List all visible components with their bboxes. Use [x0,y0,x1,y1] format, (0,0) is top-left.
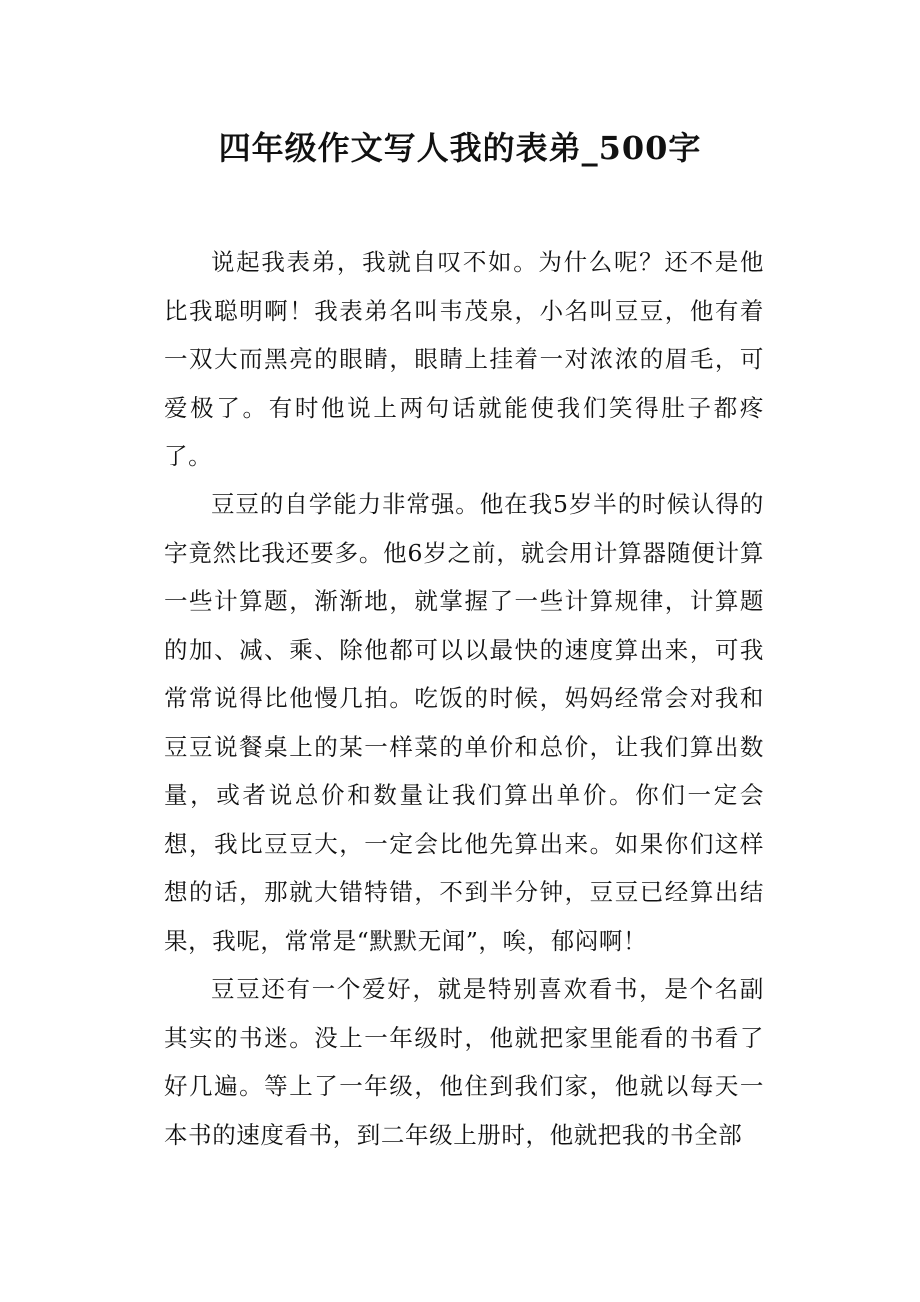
paragraph-3-block [164,965,764,1159]
paragraph-2-block [164,480,764,965]
paragraph-3: 豆豆还有一个爱好，就是特别喜欢看书，是个名副其实的书迷。没上一年级时，他就把家里能看的书看了好几遍。等上了一年级，他住到我们家，他就以每天一本书的速度看书，到二年级上册时，他就把我的书全部 [164,975,764,1149]
paragraph-2: 豆豆的自学能力非常强。他在我5岁半的时候认得的字竟然比我还要多。他6岁之前，就会用计算器随便计算一些计算题，渐渐地，就掌握了一些计算规律，计算题的加、减、乘、除他都可以以最快的速度算出来，可我常常说得比他慢几拍。吃饭的时候，妈妈经常会对我和豆豆说餐桌上的某一样菜的单价和总价，让我们算出数量，或者说总价和数量让我们算出单价。你们一定会想，我比豆豆大，一定会比他先算出来。如果你们这样想的话，那就大错特错，不到半分钟，豆豆已经算出结果，我呢，常常是“默默无闻”，唉，郁闷啊！ [164,490,764,955]
document-title: 四年级作文写人我的表弟_500字 [218,129,702,167]
paragraph-1-block [164,238,764,481]
paragraph-1: 说起我表弟，我就自叹不如。为什么呢？还不是他比我聪明啊！我表弟名叫韦茂泉，小名叫豆豆，他有着一双大而黑亮的眼睛，眼睛上挂着一对浓浓的眉毛，可爱极了。有时他说上两句话就能使我们笑得肚子都疼了。 [164,248,764,470]
